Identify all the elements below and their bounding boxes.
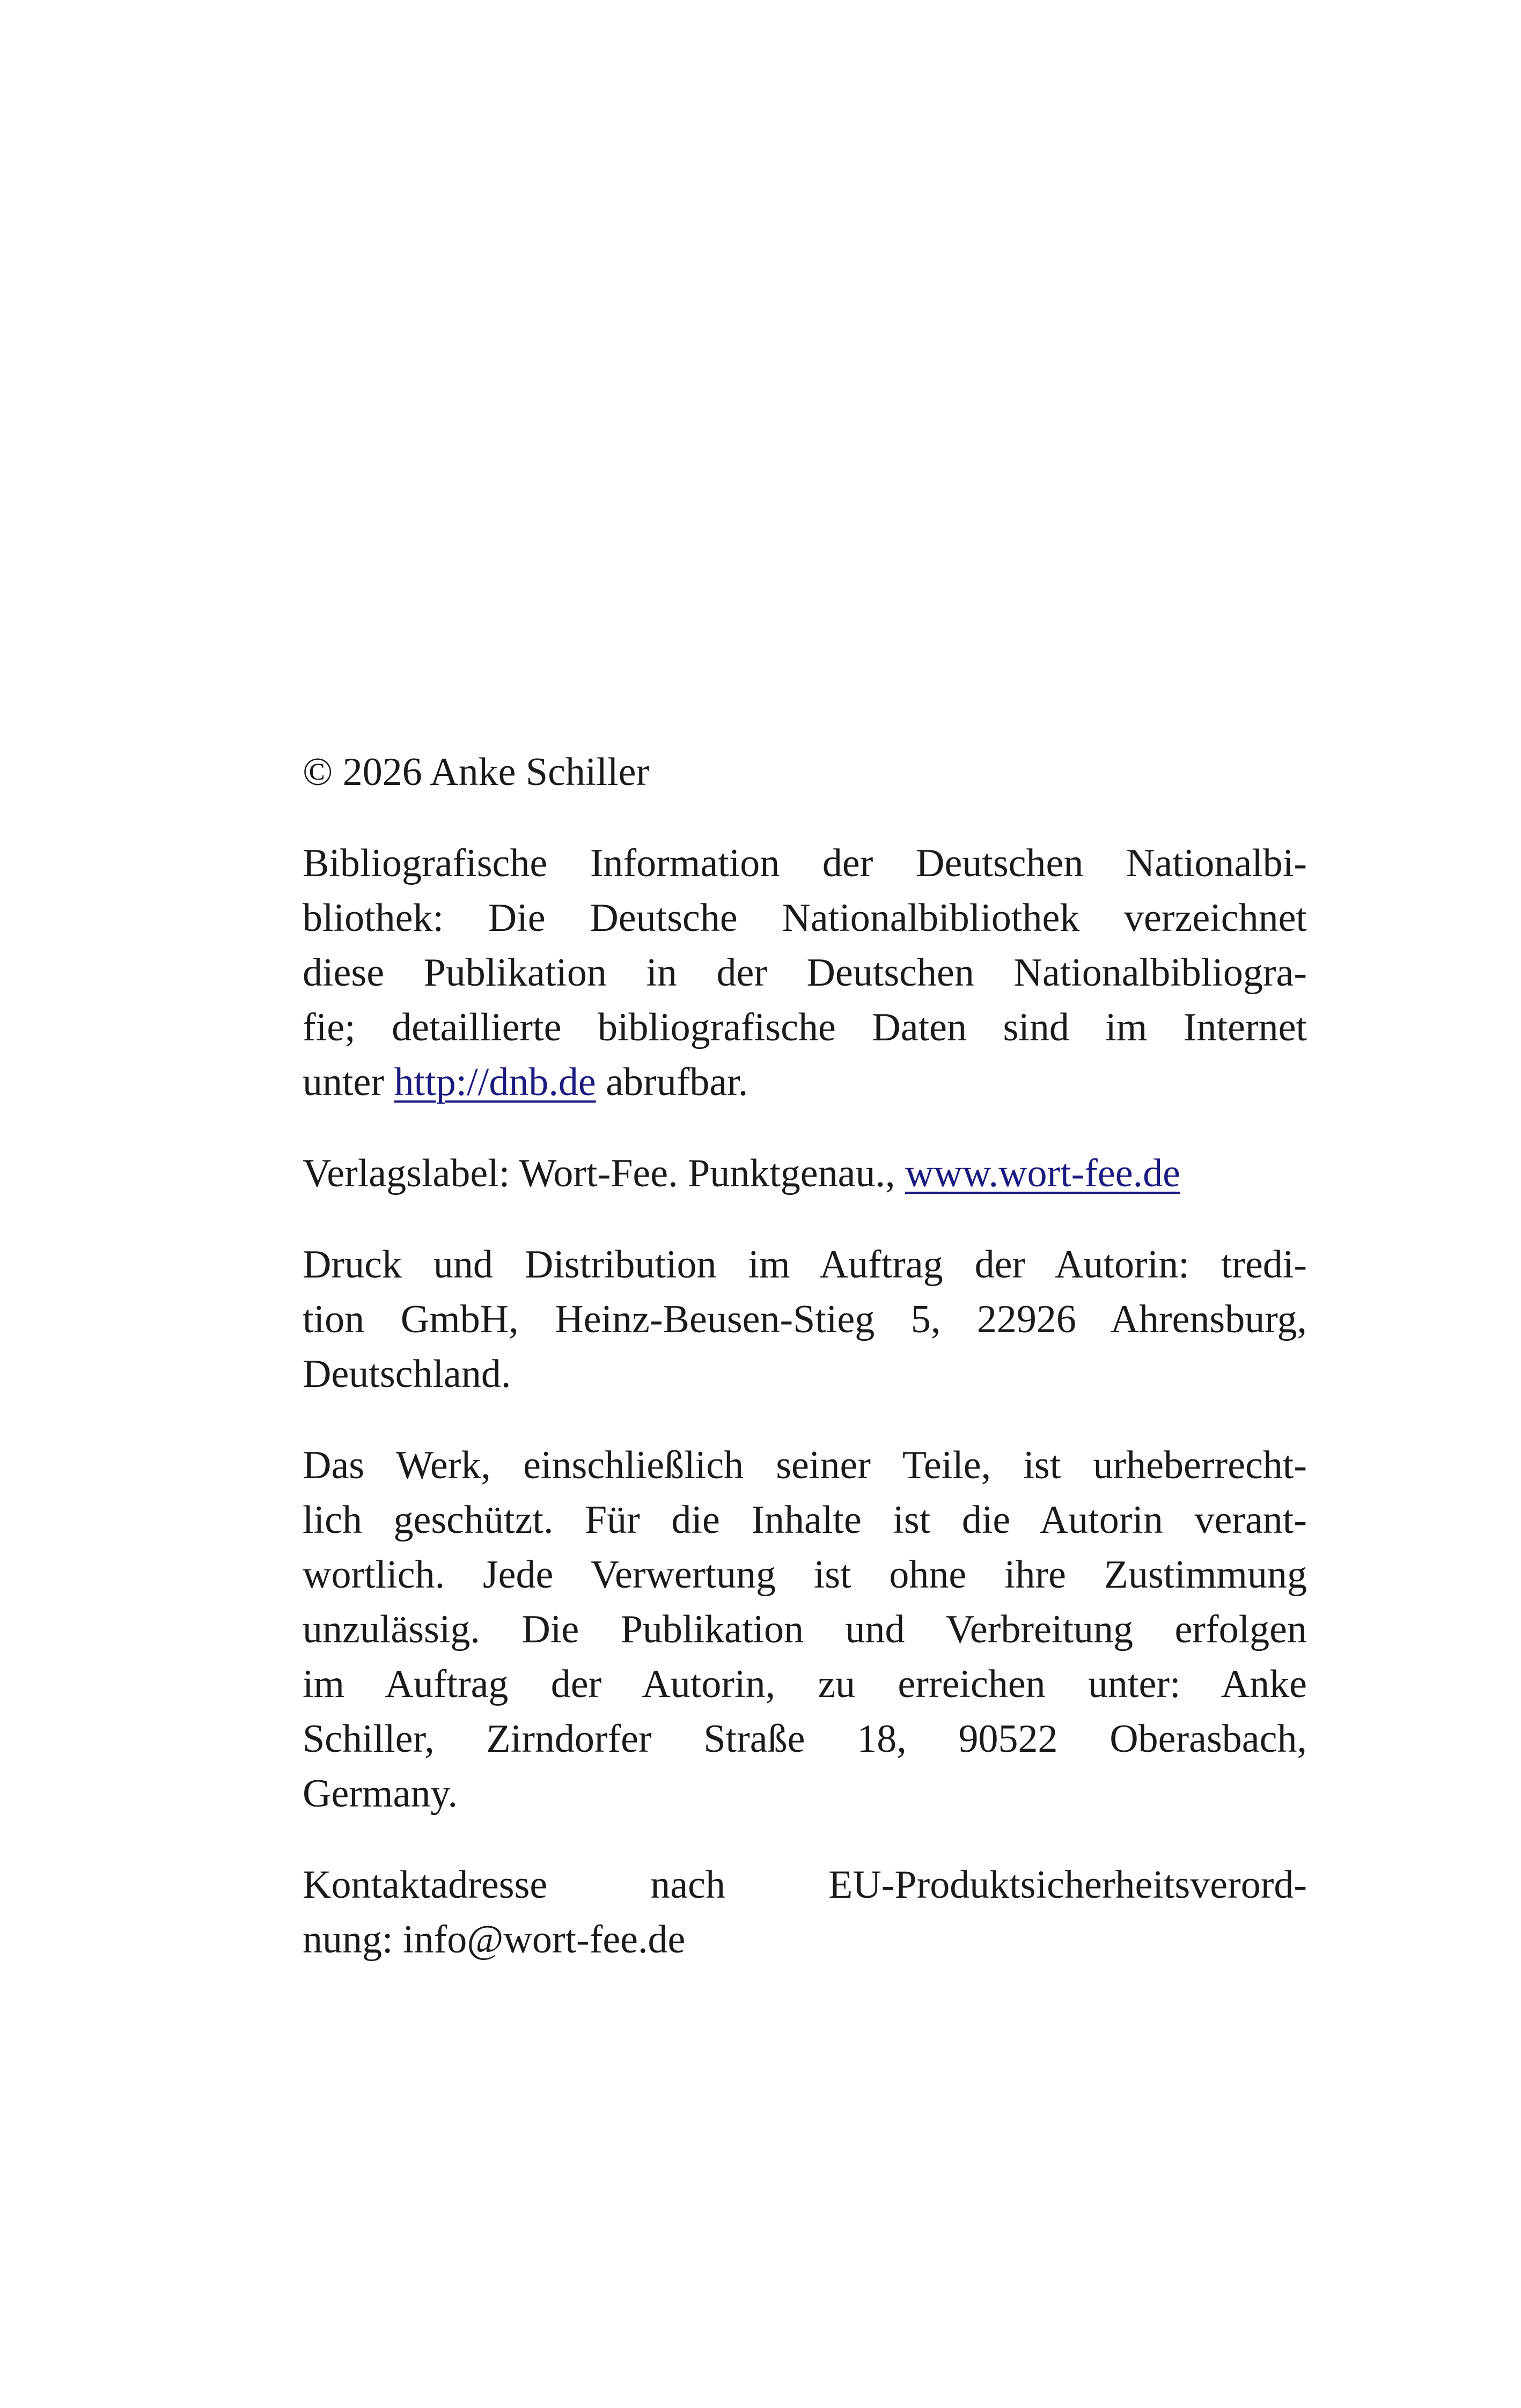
publisher-label-text: Verlagslabel: Wort-Fee. Punktgenau., bbox=[303, 1151, 905, 1195]
kontakt-line: nung: info@wort-fee.de bbox=[303, 1918, 686, 1962]
biblio-line: Bibliografische Information der Deutschen Nationalbi- bbox=[303, 841, 1307, 885]
druck-line: tion GmbH, Heinz-Beusen-Stieg 5, 22926 Ahrensburg, bbox=[303, 1297, 1307, 1341]
werk-line: Das Werk, einschließlich seiner Teile, ist urheberrecht- bbox=[303, 1443, 1307, 1487]
wort-fee-link[interactable]: www.wort-fee.de bbox=[905, 1151, 1180, 1195]
druck-line: Druck und Distribution im Auftrag der Autorin: tredi- bbox=[303, 1243, 1307, 1287]
copyright-text: © 2026 Anke Schiller bbox=[303, 750, 650, 794]
contact-paragraph bbox=[303, 1858, 1307, 1967]
biblio-line: diese Publikation in der Deutschen Nationalbibliogra- bbox=[303, 951, 1307, 995]
imprint-text-block bbox=[303, 745, 1307, 2003]
biblio-line-last bbox=[303, 1055, 1307, 1110]
biblio-line: bliothek: Die Deutsche Nationalbibliothek verzeichnet bbox=[303, 896, 1307, 940]
werk-line: Germany. bbox=[303, 1772, 458, 1816]
werk-line: lich geschützt. Für die Inhalte ist die Autorin verant- bbox=[303, 1498, 1307, 1542]
copyright-notice bbox=[303, 745, 1307, 799]
biblio-line: fie; detaillierte bibliografische Daten sind im Internet bbox=[303, 1005, 1307, 1049]
copyright-terms-paragraph bbox=[303, 1438, 1307, 1821]
print-distribution-paragraph bbox=[303, 1237, 1307, 1401]
biblio-last-suffix: abrufbar. bbox=[596, 1060, 748, 1104]
werk-line: unzulässig. Die Publikation und Verbreitung erfolgen bbox=[303, 1607, 1307, 1651]
publisher-label-paragraph bbox=[303, 1146, 1307, 1201]
kontakt-line: Kontaktadresse nach EU-Produktsicherheitsverord- bbox=[303, 1863, 1307, 1907]
druck-line: Deutschland. bbox=[303, 1352, 511, 1396]
biblio-last-prefix: unter bbox=[303, 1060, 394, 1104]
werk-line: wortlich. Jede Verwertung ist ohne ihre Zustimmung bbox=[303, 1553, 1307, 1597]
werk-line: Schiller, Zirndorfer Straße 18, 90522 Oberasbach, bbox=[303, 1717, 1307, 1761]
bibliographic-info-paragraph bbox=[303, 836, 1307, 1110]
dnb-link[interactable]: http://dnb.de bbox=[394, 1060, 596, 1104]
werk-line: im Auftrag der Autorin, zu erreichen unter: Anke bbox=[303, 1662, 1307, 1706]
